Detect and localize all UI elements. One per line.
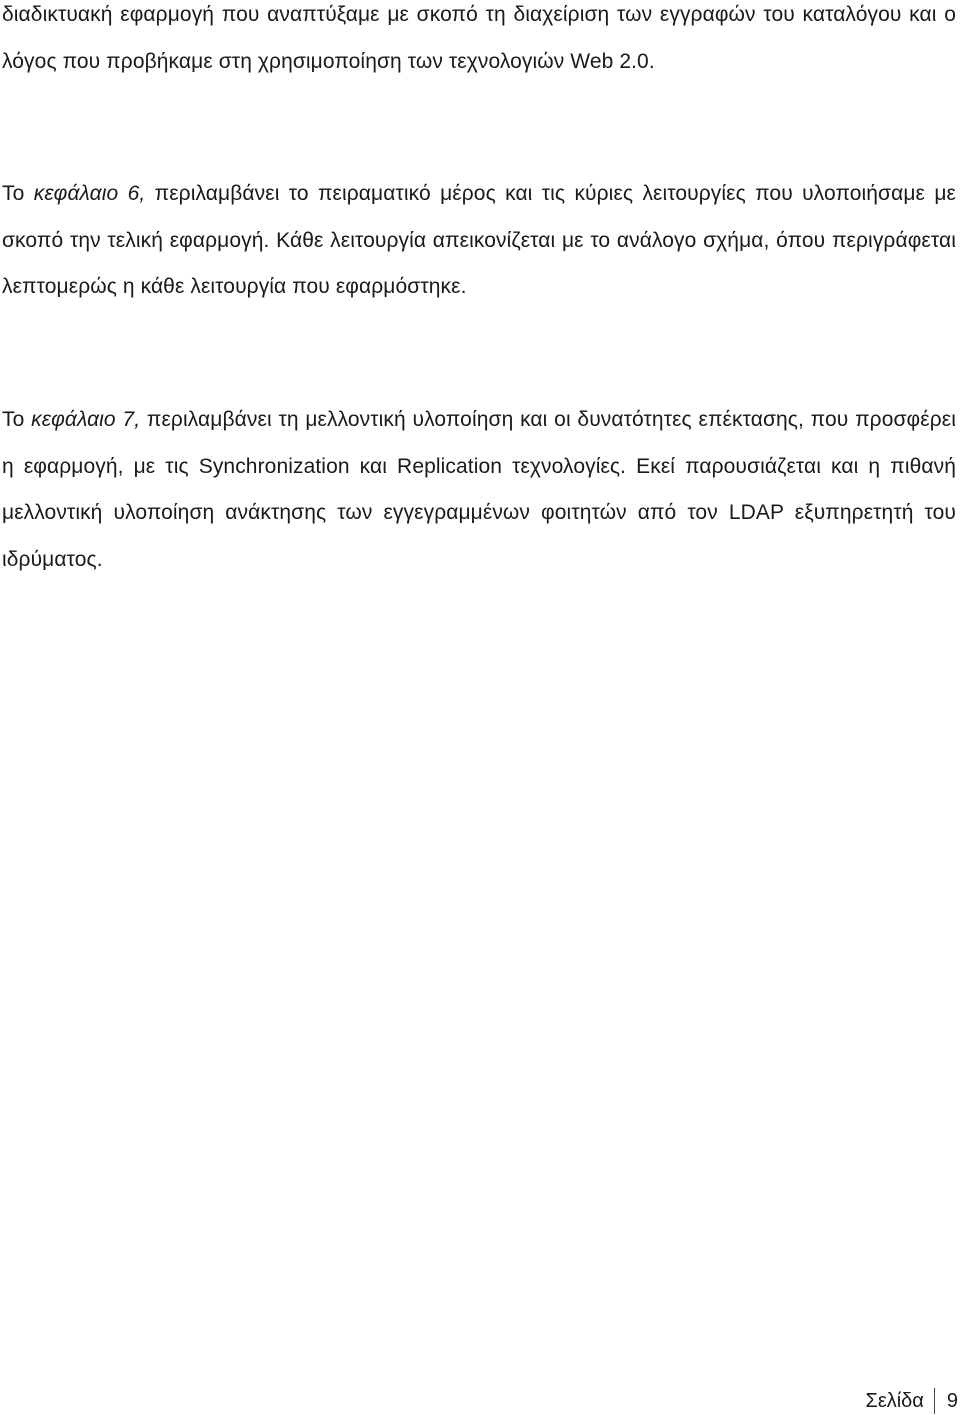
paragraph-text: περιλαμβάνει τη μελλοντική υλοποίηση και οι δυνατότητες επέκτασης, που προσφέρει η εφαρμογή, με τις Synchronization και Replication τεχνολογίες. Εκεί παρουσιάζεται και η πιθανή μελλοντική υλοποίηση ανάκτησης των εγγεγραμμένων φοιτητών από τον LDAP εξυπηρετητή του ιδρύματος. (2, 408, 956, 571)
page-footer (865, 1388, 958, 1414)
page-label: Σελίδα (865, 1390, 924, 1412)
paragraph-text: διαδικτυακή εφαρμογή που αναπτύξαμε με σκοπό τη διαχείριση των εγγραφών του καταλόγου και ο λόγος που προβήκαμε στη χρησιμοποίηση των τεχνολογιών Web 2.0. (2, 3, 956, 73)
paragraph-chapter-6 (2, 171, 956, 311)
paragraph-text: περιλαμβάνει το πειραματικό μέρος και τις κύριες λειτουργίες που υλοποιήσαμε με σκοπό την τελική εφαρμογή. Κάθε λειτουργία απεικονίζεται με το ανάλογο σχήμα, όπου περιγράφεται λεπτομερώς η κάθε λειτουργία που εφαρμόστηκε. (2, 182, 956, 298)
footer-divider (934, 1388, 935, 1414)
paragraph-lead: Το (2, 182, 34, 205)
paragraph-lead: Το (2, 408, 32, 431)
paragraph-chapter-7 (2, 397, 956, 583)
chapter-reference: κεφάλαιο 7, (31, 408, 141, 431)
paragraph-intro-continuation (2, 0, 956, 85)
chapter-reference: κεφάλαιο 6, (33, 182, 146, 205)
page-number: 9 (946, 1390, 958, 1412)
